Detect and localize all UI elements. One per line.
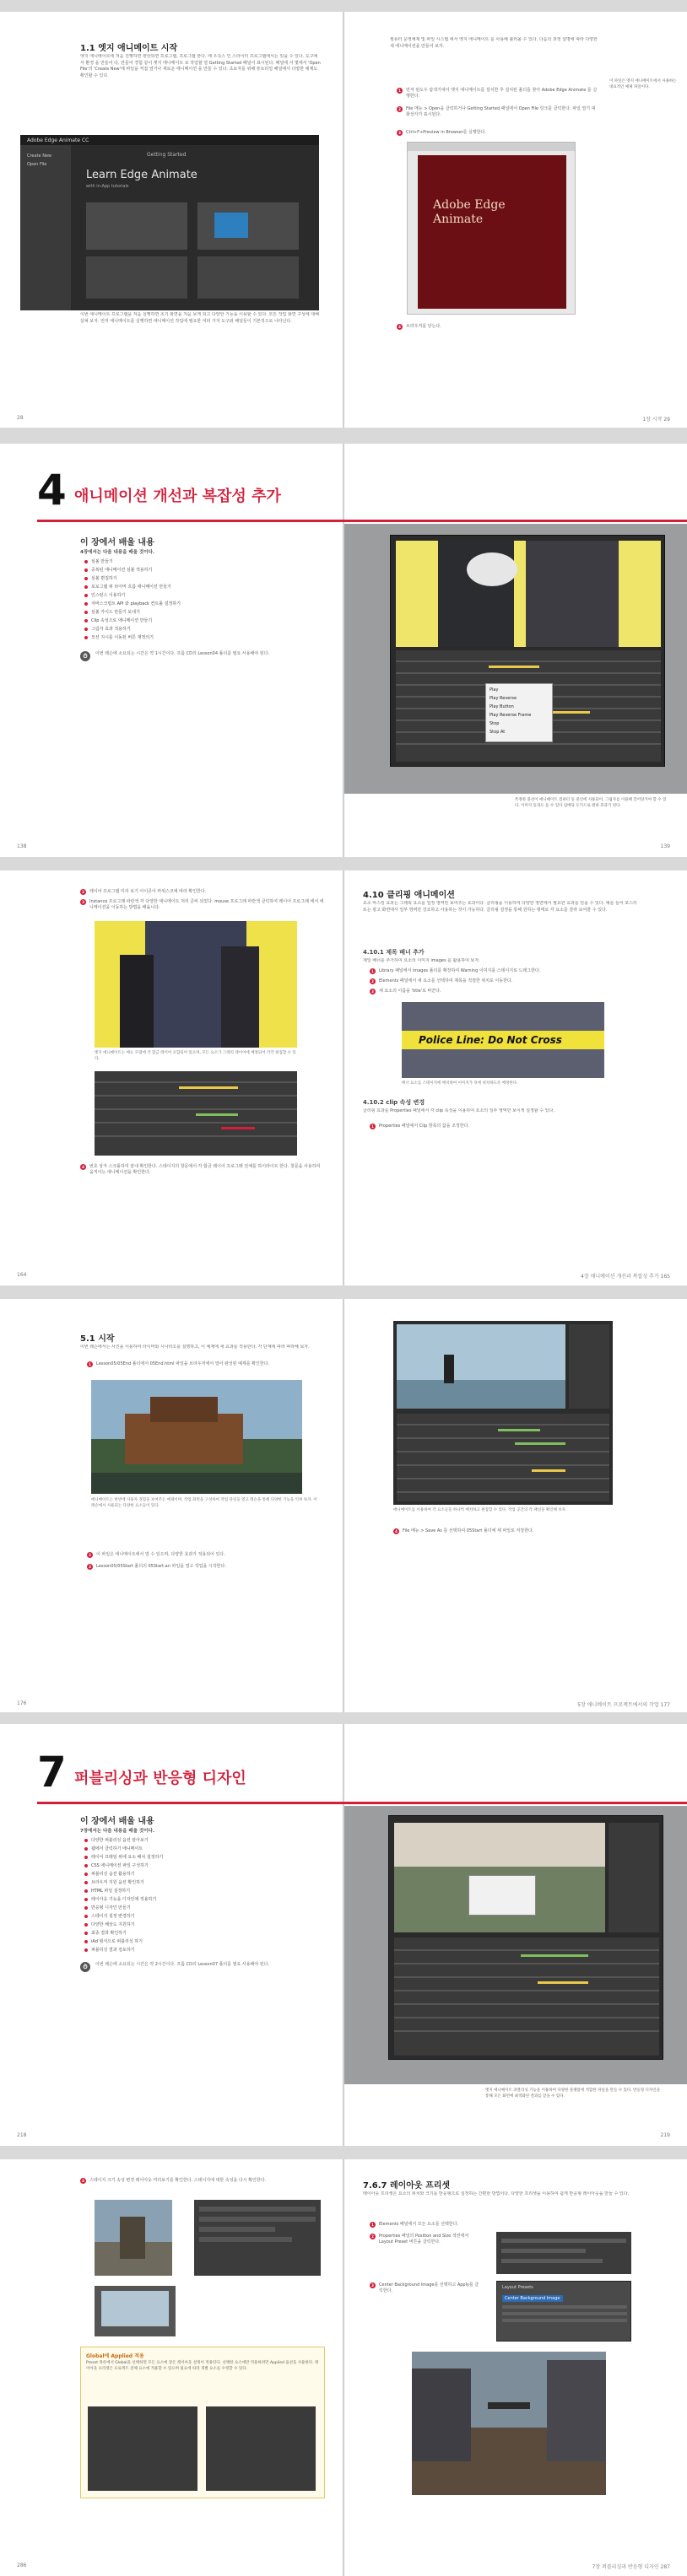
subsection-heading: 4.10.2 clip 속성 변경 <box>363 1099 425 1106</box>
window-title: Adobe Edge Animate CC <box>27 137 89 143</box>
body-text: 요소 마스킹 효과는 그래픽 요소를 일정 영역만 보여주는 효과이다. 클리핑을 이용하여 다양한 장면에서 필요한 효과를 얻을 수 있다. 예를 들어 포스터 또는 광고 화면에서 일부 영역만 강조하고 사용하는 것이 가능하다. 클리핑 설정을 통해 원하는 형태로 각 요소를 잘라 보여줄 수 있다. <box>363 901 637 913</box>
step-number: 2 <box>397 106 403 112</box>
step-text: Properties 패널에서 Clip 항목의 값을 조정한다. <box>379 1124 470 1129</box>
gutter <box>343 2159 344 2576</box>
figure-caption: 애니메이트는 한번에 사용자 경험을 보여주는 예제이며, 작업 화면을 구성하여 작업 파일을 열고 레슨을 통해 다양한 기능을 익혀 보자. 이 레슨에서 사용되는 다양한 요소들이 있다. <box>91 1498 317 1508</box>
step-number: 1 <box>87 1361 93 1367</box>
step-2 <box>80 889 325 895</box>
actions-popup <box>485 683 553 742</box>
step-number: 3 <box>370 2282 376 2288</box>
step-text: 레이어 프로그램 미리 보기 아이콘이 마위스코에 따라 확인한다. <box>89 889 207 894</box>
list-item: 레이어 프레임 위에 요소 배치 설정하기 <box>84 1854 163 1860</box>
list-item: 웹에서 클릭하기 애니메이트 <box>84 1846 143 1851</box>
timeline-screenshot <box>390 535 665 767</box>
list-item: 최종 결과 확인하기 <box>84 1930 127 1936</box>
step-number: 4 <box>80 1164 86 1170</box>
step-number: 2 <box>370 2234 376 2239</box>
body-text: 이번 애니메이트 프로그램을 처음 실행하면 초기 화면을 처음 보게 되고 다양한 기능을 이용할 수 있다. 모든 작업 화면 구성에 대해 살펴 보자. 먼저 애니메이트를 실행하면 애니메이션 작업에 필요한 여러 가지 도구와 패널들이 기본적으로 나타난다. <box>80 312 319 324</box>
banner-screenshot <box>402 1002 604 1078</box>
section-heading: 5.1 시작 <box>80 1334 115 1344</box>
gutter <box>343 870 344 1285</box>
step-text: 스테이지 크기 속성 변경 레이아웃 미리보기를 확인한다. 스테이지에 대한 속성을 다시 확인한다. <box>89 2178 267 2183</box>
step-number: 1 <box>370 1124 376 1129</box>
step-4 <box>393 1528 630 1534</box>
page-number: 286 <box>17 2563 27 2568</box>
section-heading: 7.6.7 레이아웃 프리셋 <box>363 2181 451 2191</box>
timeline-screenshot <box>95 1071 297 1156</box>
callout-body: Preset 목록에서 Global을 선택하면 모든 요소에 같은 레이아웃 설정이 적용된다. 선택한 요소에만 적용하려면 Applied 옵션을 사용한다. 레이아웃 프리셋은 프로젝트 전체 요소에 적용할 수 있으며 필요에 따라 개별 요소를 수정할 수 있다. <box>86 2361 319 2371</box>
step-3 <box>87 1564 325 1570</box>
step-text: 이 파일은 애니메이트에서 열 수 있으며, 다양한 효과가 적용되어 있다. <box>96 1552 225 1557</box>
body-text: 제일 배너를 추가하여 요소의 이미지 images 를 활용하여 보자. <box>363 958 480 963</box>
step-number: 2 <box>87 1552 93 1558</box>
spread-3 <box>0 870 687 1285</box>
step-number: 3 <box>397 130 403 136</box>
popup-item[interactable]: Play Reverse <box>490 696 517 701</box>
menu-open-file[interactable]: Open File <box>27 162 47 167</box>
learn-heading: 이 장에서 배울 내용 <box>80 1817 154 1826</box>
getting-started-label: Getting Started <box>147 152 187 158</box>
figure-caption: 배너 요소를 스테이지에 배치하여 이미지가 뒤에 위치하도록 배정한다. <box>402 1081 518 1086</box>
info-callout <box>80 2347 325 2498</box>
list-item: 포로그램 위 타이머 흐름 애니메이션 만들기 <box>84 584 171 590</box>
step-4 <box>397 324 599 330</box>
gutter <box>343 1299 344 1712</box>
time-note <box>80 651 325 660</box>
step-1 <box>370 1124 640 1129</box>
page-number: 218 <box>17 2132 27 2138</box>
step-1 <box>370 968 640 974</box>
step-number: 3 <box>80 899 86 905</box>
step-number: 2 <box>370 978 376 984</box>
step-2 <box>370 2234 479 2245</box>
spread-2 <box>0 444 687 857</box>
list-item: 스테이지 설정 변경하기 <box>84 1913 134 1919</box>
tutorial-tile[interactable] <box>86 256 187 299</box>
list-item: 다양한 퍼블리싱 옵션 알아보기 <box>84 1837 149 1843</box>
tutorial-tile[interactable] <box>86 202 187 250</box>
step-text: Lesson05/05Start 폴더의 05Start.an 파일을 열고 작업을 시작한다. <box>96 1564 226 1569</box>
page-number: 219 <box>660 2132 670 2138</box>
step-text: Instance 프로그래 파란색 각 다양한 애니메이트 처리 준비 되었다. mouse 프로그래 파란색 클릭하여 레이어 프로그래 에서 애니메이션을 이동하는 방법을 배웁니다. <box>89 899 324 910</box>
page-number: 28 <box>17 415 24 421</box>
step-number: 4 <box>397 324 403 330</box>
page-header-right: 5장 애니메이트 프로젝트에서의 작업 177 <box>577 1702 670 1708</box>
sample-thumb <box>214 213 248 238</box>
chapter-number: 7 <box>37 1748 67 1797</box>
step-1 <box>370 2222 640 2228</box>
learn-subheading: 7장에서는 다음 내용을 배울 것이다. <box>80 1829 154 1834</box>
note-text: 이번 레슨에 소요되는 시간은 약 1시간이다. 프롬 CD의 Lesson04 폴더를 필요 사용해야 된다. <box>95 651 270 656</box>
step-number: 2 <box>80 889 86 895</box>
list-item: 다양한 해상도 지원하기 <box>84 1921 134 1927</box>
step-4 <box>80 1164 325 1176</box>
figure-caption: 엣지 애니메이트 퍼블리싱 기능을 이용하여 다양한 플랫폼에 적합한 파일을 만들 수 있다. 반응형 디자인을 통해 모든 화면에 최적화된 결과를 얻을 수 있다. <box>485 2088 660 2099</box>
side-note: 이 파일은 엣지 애니메이트에서 사용하는 대표적인 예제 파일이다. <box>609 79 677 89</box>
step-text: 새 요소의 이름을 'title'로 바꾼다. <box>379 989 441 994</box>
step-3 <box>80 899 325 911</box>
callout-title: Global에 Applied 적용 <box>86 2353 144 2359</box>
learn-heading: 이 장에서 배울 내용 <box>80 538 154 547</box>
laptop-photo <box>95 2286 176 2336</box>
chapter-number: 4 <box>37 466 67 515</box>
chapter-title: 퍼블리싱과 반응형 디자인 <box>74 1770 246 1787</box>
step-number: 3 <box>87 1564 93 1570</box>
step-2 <box>87 1552 325 1558</box>
popup-item[interactable]: Play Reverse Frame <box>490 713 532 718</box>
list-item: 레이아웃 기능을 디자인에 적용하기 <box>84 1896 156 1902</box>
clock-icon: ⏱ <box>80 1962 90 1972</box>
popup-item[interactable]: Play Button <box>490 704 514 709</box>
properties-panel-screenshot <box>496 2232 631 2274</box>
body-text: 레이아웃 프리셋은 요소의 위치와 크기를 반응형으로 설정하는 간편한 방법이다. 다양한 프리셋을 이용하여 쉽게 반응형 레이아웃을 만들 수 있다. <box>363 2191 630 2196</box>
list-item: iAd 형식으로 퍼블리싱 하기 <box>84 1938 143 1944</box>
step-text: Ctrl+F+Preview in Browser를 실행한다. <box>406 130 486 135</box>
body-text: 컴퓨터 운영체제 및 파일 시스템 에서 엣지 애니메이트 를 사용해 불러올 수 있다. 다음의 과정 설명에 따라 다양한 새 애니메이션을 만들어 보자. <box>390 37 598 49</box>
spread-1 <box>0 12 687 428</box>
pagoda-photo <box>91 1380 302 1494</box>
note-text: 이번 레슨에 소요되는 시간은 약 2시간이다. 프롬 CD의 Lesson07 폴더를 필요 사용해야 된다. <box>95 1962 270 1967</box>
list-item: 심볼 만들기 <box>84 558 113 564</box>
step-text: 먼저 윈도우 탐색기에서 엣지 애니메이트를 설치한 후 설치된 폴더를 찾아 Adobe Edge Animate 를 실행한다. <box>406 88 598 99</box>
step-1 <box>397 88 599 100</box>
edge-animate-welcome-screenshot <box>20 135 319 310</box>
chapter-rule <box>37 520 687 522</box>
page-header-right: 1장 시작 29 <box>642 417 670 423</box>
list-item: 인스턴스 이용하기 <box>84 592 125 598</box>
preview-title: Adobe Edge Animate <box>433 198 506 226</box>
layout-presets-dialog <box>496 2281 631 2342</box>
step-3 <box>370 2282 479 2294</box>
figure-caption: 애니메이트를 이용하여 각 요소들을 하나씩 배치하고 편집할 수 있다. 작업 공간의 각 패널을 확인해 보자. <box>393 1508 567 1512</box>
learn-subheading: 4장에서는 다음 내용을 배울 것이다. <box>80 550 154 555</box>
time-note <box>80 1962 325 1968</box>
step-text: File 메뉴 > Open을 클릭하거나 Getting Started 패널에서 Open File 링크를 클릭한다. 파일 열기 대화상자가 표시된다. <box>406 106 596 117</box>
preset-option[interactable]: Center Background Image <box>502 2295 563 2302</box>
step-text: Lesson05/05End 폴더에서 05End.html 파일을 브라우저에서 열어 완성된 예제를 확인한다. <box>96 1361 270 1366</box>
learn-title: Learn Edge Animate <box>86 169 197 181</box>
page-header-right: 7장 퍼블리싱과 반응형 디자인 287 <box>592 2564 670 2570</box>
chapter-title: 애니메이션 개선과 복잡성 추가 <box>74 488 281 505</box>
list-item: 그림자 효과 적용하기 <box>84 626 131 632</box>
workspace-screenshot <box>393 1321 613 1505</box>
step-2 <box>397 106 599 118</box>
step-text: File 메뉴 > Save As 를 선택하여 05Start 폴더에 새 파일로 저장한다. <box>403 1528 534 1533</box>
step-number: 4 <box>393 1528 399 1534</box>
chapter-rule <box>37 1802 687 1804</box>
step-number: 4 <box>80 2178 86 2184</box>
list-item: 모션 지시를 이동된 버튼 재정의기 <box>84 634 154 640</box>
step-text: 번호 상자 스크롤하여 끝내 확인한다. 스테이지의 창문에서 각 합금 레이어 프로그래 전체를 하이라이트 한다. 창문을 사용하여 움직이는 애니메이션을 확인한다. <box>89 1164 321 1175</box>
list-item: 브라우저 지원 옵션 확인하기 <box>84 1879 144 1885</box>
publish-screenshot <box>388 1815 663 2060</box>
page-number: 176 <box>17 1700 27 1706</box>
step-text: Elements 패널에서 모든 요소를 선택한다. <box>379 2222 459 2227</box>
popup-item[interactable]: Stop <box>490 721 500 726</box>
step-text: Properties 패널의 Position and Size 섹션에서 Layout Preset 버튼을 클릭한다. <box>379 2234 469 2245</box>
step-number: 1 <box>397 88 403 94</box>
stage-photo-screenshot <box>95 921 297 1048</box>
step-4 <box>80 2178 325 2184</box>
step-number: 1 <box>370 2222 376 2228</box>
spread-5 <box>0 1724 687 2146</box>
browser-preview-screenshot <box>407 142 576 315</box>
body-text: 클리핑 효과를 Properties 패널에서 각 clip 속성을 이용하여 요소의 일부 영역만 보이게 설정할 수 있다. <box>363 1108 554 1113</box>
dialog-title: Layout Presets <box>502 2285 533 2290</box>
gutter <box>343 12 344 428</box>
side-panel <box>20 145 71 310</box>
step-text: Library 패널에서 images 폴더를 확장하여 Warning 이미지를 스테이지로 드래그한다. <box>379 968 541 973</box>
step-text: 브라우저를 닫는다. <box>406 324 441 329</box>
page-number: 138 <box>17 843 27 849</box>
list-item: 심볼 가이드 만들기 보내기 <box>84 609 140 615</box>
learn-subtitle: with in-App tutorials <box>86 184 129 189</box>
menu-create-new[interactable]: Create New <box>27 154 52 159</box>
step-text: Center Background Image를 선택하고 Apply를 클릭한다. <box>379 2282 479 2293</box>
list-item: HTML 파일 설정하기 <box>84 1888 130 1894</box>
step-3 <box>370 989 640 994</box>
tutorial-tile[interactable] <box>197 202 299 250</box>
section-heading: 1.1 엣지 애니메이트 시작 <box>80 44 178 53</box>
clock-icon: ⏱ <box>80 651 90 661</box>
popup-item[interactable]: Stop At <box>490 730 506 735</box>
body-text: 이번 레슨에서는 사진을 이용하여 타이머와 시나리오를 설명하고, 이 예제에 새 효과를 적용한다. 각 단계에 따라 따라해 보자. <box>80 1345 310 1350</box>
subsection-heading: 4.10.1 제목 배너 추가 <box>363 949 425 956</box>
list-item: 퍼블리싱 결과 검토하기 <box>84 1947 134 1953</box>
page-header-right: 4장 애니메이션 개선과 복잡성 추가 165 <box>581 1274 670 1280</box>
list-item: Clip 속성으로 애니메이션 만들기 <box>84 617 152 623</box>
list-item: CSS 애니메이션 파일 구성하기 <box>84 1862 149 1868</box>
popup-item[interactable]: Play <box>490 687 499 693</box>
figure-caption: 특정한 풍선이 애니메이트 컴퓨터 등 중인에 사용되어, 그림자를 이용해 끌어당겨야 할 수 있다. 이미지 등과도 등 수 있다 임베딩 도키드로 원하 효과가 된다. <box>515 798 667 808</box>
page-number: 139 <box>660 843 670 849</box>
tutorial-tile[interactable] <box>197 256 299 299</box>
step-2 <box>370 978 640 984</box>
list-item: 중복된 애니메이션 심볼 적용하기 <box>84 567 152 573</box>
step-3 <box>397 130 599 136</box>
list-item: 퍼블리싱 옵션 활용하기 <box>84 1871 134 1877</box>
list-item: 자바스크립트 API 와 playback 컨트롤 설정하기 <box>84 601 181 606</box>
step-1 <box>87 1361 325 1367</box>
banner-text: Police Line: Do Not Cross <box>419 1034 562 1046</box>
list-item: 반응형 디자인 만들기 <box>84 1905 131 1910</box>
properties-screenshot <box>194 2200 321 2276</box>
section-heading: 4.10 클리핑 애니메이션 <box>363 891 455 900</box>
figure-caption: 엣지 애니메이트는 매뉴 모델에 각 합금 레이어 포함되어 있으며, 모든 요소가 그래픽 레이어에 배정되어 각각 편집할 수 있다. <box>95 1051 296 1061</box>
step-number: 3 <box>370 989 376 994</box>
step-number: 1 <box>370 968 376 974</box>
street-photo <box>95 2200 172 2276</box>
spread-4 <box>0 1299 687 1712</box>
step-text: Elements 패널에서 새 요소를 선택하여 제목을 적절한 위치로 이동한다. <box>379 978 513 984</box>
railway-photo <box>412 2352 606 2495</box>
list-item: 심볼 편집하기 <box>84 575 117 581</box>
spread-6 <box>0 2159 687 2576</box>
page-number: 164 <box>17 1272 27 1278</box>
body-text: 엣지 애니메이트에 처음 진행하면 향상되면 프로그램, 프로그램 한다. 에 우측스 인 스라이터 프로그램에서는 있을 수 있다. 도구에서 환경 을 만들어 다, 만들어 경험 같이 엣지 애니메이트 보 작업할 열 Getting Started 패널이 표시된다. 패널에 서 몇에서 'Open File'의 'Create New'에 파일을 직접 열거나 새로운 애니메이션 을 만들 수 있다. 초보자를 위해 튜토리얼 패널에서 다양한 예제도 확인할 수 있다. <box>80 54 321 78</box>
